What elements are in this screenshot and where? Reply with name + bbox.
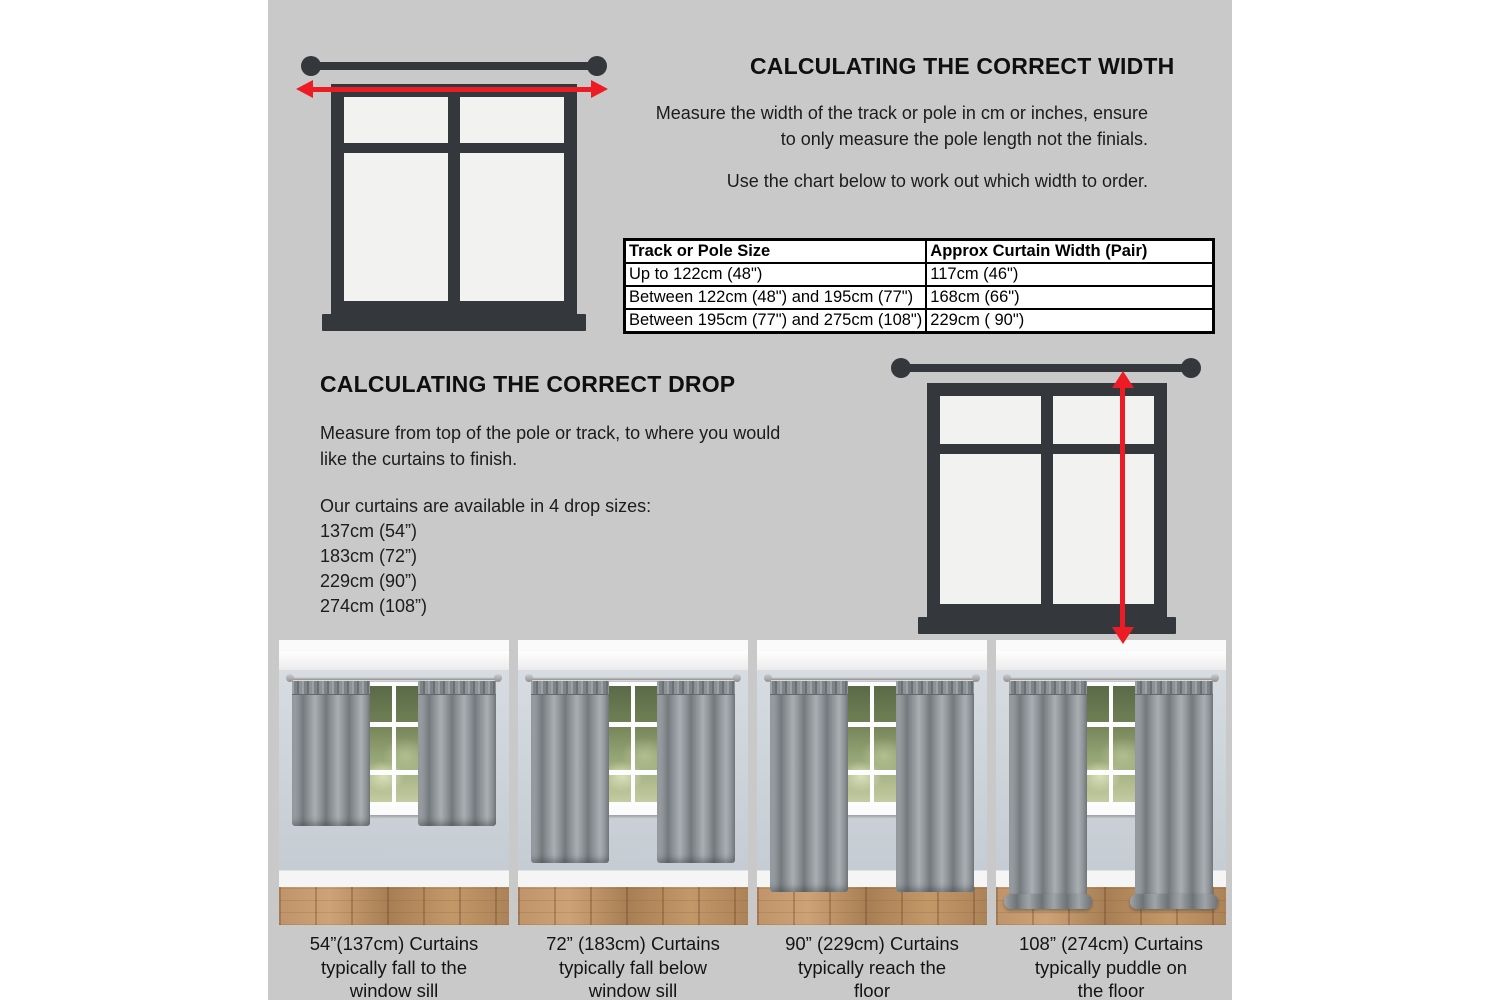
drop-sizes-list: [320, 494, 651, 619]
table-header-row: [625, 240, 1214, 264]
window-pane: [344, 97, 448, 143]
caption-line: 90” (229cm) Curtains: [785, 933, 959, 954]
ceiling: [757, 640, 987, 651]
window-mullion: [1109, 686, 1113, 802]
caption-line: typically reach the: [797, 956, 947, 978]
window-glazing-bar: [845, 770, 899, 775]
window-glazing-bar: [606, 770, 660, 775]
window-glazing-bar: [367, 770, 421, 775]
cell-curtain-width: 168cm (66"): [926, 286, 1213, 309]
cell-track-size: Between 195cm (77") and 275cm (108"): [625, 309, 927, 333]
col-header-curtain-width: Approx Curtain Width (Pair): [926, 240, 1213, 264]
window: [363, 682, 425, 806]
width-section-title: CALCULATING THE CORRECT WIDTH: [750, 53, 1175, 79]
drop-instructions-line2: like the curtains to finish.: [320, 449, 518, 469]
window-pane: [940, 454, 1041, 604]
drop-instructions-line1: Measure from top of the pole or track, to where you would: [320, 423, 781, 443]
curtain-right: [657, 681, 735, 863]
cell-track-size: Between 122cm (48") and 195cm (77"): [625, 286, 927, 309]
drop-caption-90in: [757, 932, 987, 1000]
caption-line: window sill: [588, 980, 678, 1000]
drop-size-item: 137cm (54”): [320, 521, 418, 541]
curtain-left: [770, 681, 848, 892]
drop-caption-72in: [518, 932, 748, 1000]
curtain-pole-graphic: [901, 364, 1191, 372]
window-mullion: [870, 686, 874, 802]
pole-finial-icon: [301, 56, 321, 76]
window-pane: [940, 396, 1041, 444]
arrow-shaft: [310, 87, 594, 92]
drop-instructions: [320, 420, 780, 472]
caption-line: 72” (183cm) Curtains: [546, 933, 720, 954]
arrow-right-head-icon: [591, 80, 608, 98]
window: [841, 682, 903, 806]
pole-finial-icon: [587, 56, 607, 76]
window-glazing-bar: [367, 722, 421, 727]
window-sill-graphic: [322, 314, 586, 331]
caption-line: window sill: [349, 980, 439, 1000]
table-row: [625, 309, 1214, 333]
drop-caption-108in: [996, 932, 1226, 1000]
curtain-left: [1009, 681, 1087, 902]
curtain-pole: [289, 677, 499, 680]
ceiling: [518, 640, 748, 651]
caption-line: typically fall to the: [320, 956, 467, 978]
window-pane: [460, 153, 564, 301]
table-row: [625, 286, 1214, 309]
window-sill-graphic: [918, 617, 1176, 634]
drop-caption-54in: [279, 932, 509, 1000]
cell-curtain-width: 229cm ( 90"): [926, 309, 1213, 333]
width-instructions-line2: to only measure the pole length not the finials.: [780, 129, 1148, 149]
baseboard: [279, 870, 509, 887]
window-pane: [460, 97, 564, 143]
pole-finial-icon: [891, 358, 911, 378]
caption-line: typically puddle on: [1034, 956, 1188, 978]
caption-line: floor: [854, 980, 890, 1000]
window: [602, 682, 664, 806]
curtain-pole: [1006, 677, 1216, 680]
curtain-pole: [528, 677, 738, 680]
drop-example-photo-72in: [518, 640, 748, 925]
drop-sizes-intro: Our curtains are available in 4 drop sizes:: [320, 496, 652, 516]
drop-example-photo-90in: [757, 640, 987, 925]
drop-measure-arrow-icon: [1112, 371, 1134, 644]
drop-size-item: 183cm (72”): [320, 546, 418, 566]
crown-molding: [518, 651, 748, 670]
crown-molding: [279, 651, 509, 670]
pole-finial-icon: [1181, 358, 1201, 378]
caption-line: typically fall below: [558, 956, 708, 978]
wood-floor: [518, 887, 748, 925]
wood-floor: [757, 887, 987, 925]
width-instructions: [600, 100, 1148, 152]
curtain-left: [292, 681, 370, 826]
window-glazing-bar: [1084, 722, 1138, 727]
window-glazing-bar: [845, 722, 899, 727]
crown-molding: [757, 651, 987, 670]
window-graphic: [331, 84, 577, 314]
window-glazing-bar: [606, 722, 660, 727]
caption-line: the floor: [1077, 980, 1145, 1000]
window-mullion: [392, 686, 396, 802]
window-pane: [1053, 396, 1154, 444]
curtain-pole-graphic: [311, 62, 597, 70]
drop-section-title: CALCULATING THE CORRECT DROP: [320, 371, 736, 397]
col-header-track-size: Track or Pole Size: [625, 240, 927, 264]
window-mullion: [631, 686, 635, 802]
window-pane: [1053, 454, 1154, 604]
cell-track-size: Up to 122cm (48"): [625, 263, 927, 286]
size-chart-table: [623, 238, 1215, 334]
table-row: [625, 263, 1214, 286]
curtain-right: [418, 681, 496, 826]
crown-molding: [996, 651, 1226, 670]
drop-size-item: 229cm (90”): [320, 571, 418, 591]
curtain-right: [896, 681, 974, 892]
curtain-left: [531, 681, 609, 863]
drop-size-item: 274cm (108”): [320, 596, 428, 616]
width-measure-arrow-icon: [296, 80, 608, 98]
ceiling: [996, 640, 1226, 651]
window-glazing-bar: [1084, 770, 1138, 775]
drop-example-photo-54in: [279, 640, 509, 925]
width-chart-hint: Use the chart below to work out which width to order.: [726, 171, 1148, 191]
width-instructions-line1: Measure the width of the track or pole in cm or inches, ensure: [655, 103, 1148, 123]
arrow-shaft: [1120, 384, 1125, 631]
curtain-right: [1135, 681, 1213, 902]
window: [1080, 682, 1142, 806]
arrow-down-head-icon: [1112, 627, 1134, 644]
baseboard: [518, 870, 748, 887]
curtain-pole: [767, 677, 977, 680]
cell-curtain-width: 117cm (46"): [926, 263, 1213, 286]
drop-example-photo-108in: [996, 640, 1226, 925]
window-pane: [344, 153, 448, 301]
caption-line: 54”(137cm) Curtains: [309, 933, 479, 954]
caption-line: 108” (274cm) Curtains: [1018, 933, 1204, 954]
ceiling: [279, 640, 509, 651]
wood-floor: [279, 887, 509, 925]
